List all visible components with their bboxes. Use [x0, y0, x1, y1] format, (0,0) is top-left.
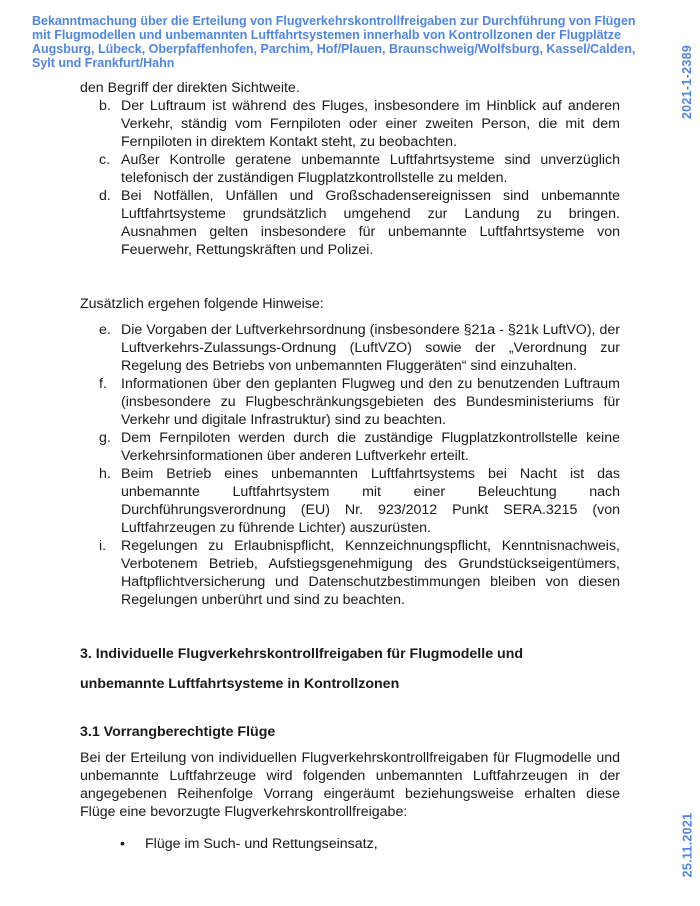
list-item-i: [80, 537, 620, 609]
list-item-text: Regelungen zu Erlaubnispflicht, Kennzeichnungspflicht, Kenntnisnachweis, Verbotenem Betrieb, Aufstiegsgenehmigung des Grundstückseigentümers, Haftpflichtversicherung und Datenschutzbestimmungen bleiben von diesen Regelungen unberührt und sind zu beachten.: [121, 538, 620, 608]
bullet-item-text: Flüge im Such- und Rettungseinsatz,: [145, 836, 378, 852]
list-item-h: [80, 465, 620, 537]
list-item-text: Beim Betrieb eines unbemannten Luftfahrtsystems bei Nacht ist das unbemannte Luftfahrtsystem mit einer Beleuchtung nach Durchführungsverordnung (EU) Nr. 923/2012 Punkt SERA.3215 (von Luftfahrzeugen zu führende Lichter) auszurüsten.: [121, 466, 620, 536]
list-marker: i.: [99, 538, 107, 554]
list-item-text: Bei Notfällen, Unfällen und Großschadensereignissen sind unbemannte Luftfahrtsysteme grundsätzlich umgehend zur Landung zu bringen. Ausnahmen gelten insbesondere für unbemannte Luftfahrtsysteme von Feuerwehr, Rettungskräften und Polizei.: [121, 188, 620, 258]
list-marker: g.: [99, 430, 111, 446]
list-item-c: [80, 151, 620, 187]
list-marker: h.: [99, 466, 111, 482]
document-date: 25.11.2021: [680, 812, 694, 878]
list-marker: b.: [99, 98, 111, 114]
document-number: 2021-1-2389: [680, 44, 695, 120]
list-item-text: Dem Fernpiloten werden durch die zuständige Flugplatzkontrollstelle keine Verkehrsinformationen über anderen Luftverkehr erteilt.: [121, 430, 620, 464]
list-item-e: [80, 321, 620, 375]
section-3-heading-line-2: unbemannte Luftfahrtsysteme in Kontrollzonen: [80, 676, 400, 692]
list-item-text: Der Luftraum ist während des Fluges, insbesondere im Hinblick auf anderen Verkehr, ständig vom Fernpiloten oder einer zweiten Person, die mit dem Fernpiloten in direktem Kontakt steht, zu beobachten.: [121, 98, 620, 150]
list-item-b: [80, 97, 620, 151]
list-item-f: [80, 375, 620, 429]
list-item-text: Außer Kontrolle geratene unbemannte Luftfahrtsysteme sind unverzüglich telefonisch der zuständigen Flugplatzkontrollstelle zu melden.: [121, 152, 620, 186]
list-marker: d.: [99, 188, 111, 204]
list-item-text: Die Vorgaben der Luftverkehrsordnung (insbesondere §21a - §21k LuftVO), der Luftverkehrs-Zulassungs-Ordnung (LuftVZO) sowie der „Verordnung zur Regelung des Betriebs von unbemannten Fluggeräten“ sind einzuhalten.: [121, 322, 620, 374]
list-marker: c.: [99, 152, 111, 168]
list-marker: e.: [99, 322, 111, 338]
document-header-title: Bekanntmachung über die Erteilung von Flugverkehrskontrollfreigaben zur Durchführung von Flügen mit Flugmodellen und unbemannten Luftfahrtsystemen innerhalb von Kontrollzonen der Flugplätze Augsburg, Lübeck, Oberpfaffenhofen, Parchim, Hof/Plauen, Braunschweig/Wolfsburg, Kassel/Calden, Sylt und Frankfurt/Hahn: [32, 14, 636, 70]
bullet-item: [80, 835, 620, 853]
list-marker: f.: [99, 376, 107, 392]
section-3-1-paragraph: Bei der Erteilung von individuellen Flugverkehrskontrollfreigaben für Flugmodelle und unbemannte Luftfahrzeuge wird folgenden unbemannten Luftfahrzeugen in der angegebenen Reihenfolge Vorrang eingeräumt beziehungsweise erhalten diese Flüge eine bevorzugte Flugverkehrskontrollfreigabe:: [80, 750, 620, 820]
list-item-a-continuation: den Begriff der direkten Sichtweite.: [80, 80, 300, 96]
document-body: [80, 79, 620, 853]
document-date-margin: [674, 800, 700, 890]
section-3-heading-line-1: 3. Individuelle Flugverkehrskontrollfreigaben für Flugmodelle und: [80, 646, 524, 662]
list-item-d: [80, 187, 620, 259]
hints-intro: Zusätzlich ergehen folgende Hinweise:: [80, 296, 324, 312]
list-item-text: Informationen über den geplanten Flugweg und den zu benutzenden Luftraum (insbesondere zu Flugbeschränkungsgebieten des Bundesministeriums für Verkehr und digitale Infrastruktur) sind zu beachten.: [121, 376, 620, 428]
document-number-margin: [674, 22, 700, 142]
bullet-marker: •: [120, 836, 125, 852]
list-item-g: [80, 429, 620, 465]
section-3-1-heading: 3.1 Vorrangberechtigte Flüge: [80, 724, 276, 740]
